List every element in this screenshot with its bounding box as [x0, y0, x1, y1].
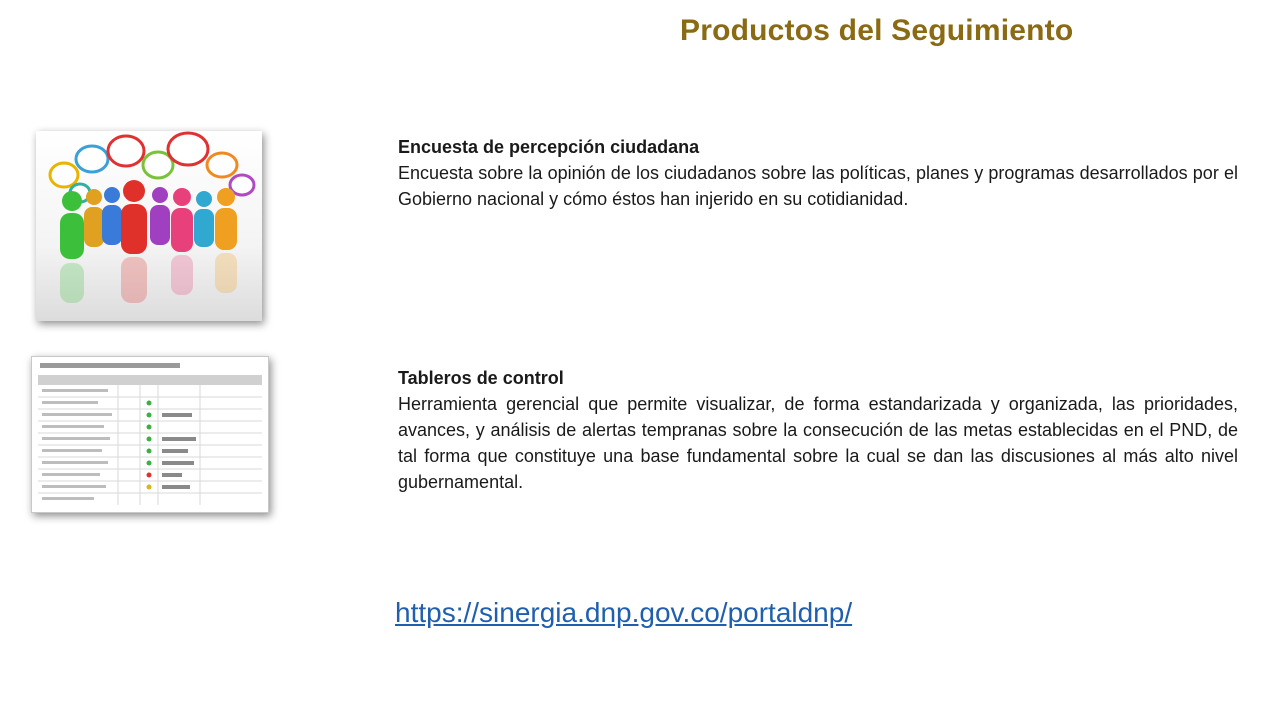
section-body: Encuesta sobre la opinión de los ciudadanos sobre las políticas, planes y programas desarrollados por el Gobierno nacional y cómo éstos han injerido en su cotidianidad. [398, 163, 1238, 209]
section-heading: Encuesta de percepción ciudadana [398, 137, 700, 157]
portal-link[interactable]: https://sinergia.dnp.gov.co/portaldnp/ [395, 597, 853, 628]
dashboard-table-image [31, 356, 269, 513]
section-body: Herramienta gerencial que permite visualizar, de forma estandarizada y organizada, las prioridades, avances, y análisis de alertas tempranas sobre la consecución de las metas establecidas en el PND, de tal forma que constituye una base fundamental sobre la cual se dan las discusiones al más alto nivel gubernamental. [398, 394, 1238, 492]
citizen-survey-image [36, 131, 262, 321]
section-tableros [398, 365, 1238, 495]
slide-title: Productos del Seguimiento [680, 14, 1074, 47]
section-encuesta [398, 134, 1238, 212]
section-heading: Tableros de control [398, 368, 564, 388]
